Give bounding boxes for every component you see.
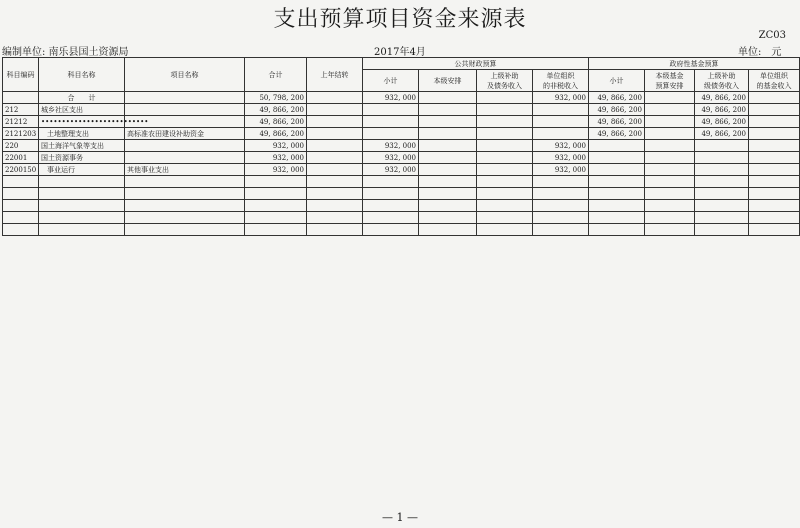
table-row [3,104,800,116]
empty-cell [695,200,749,212]
table-cell [363,128,419,140]
empty-cell [589,200,645,212]
empty-cell [3,224,39,236]
header-public-budget: 公共财政预算 [363,58,589,70]
table-cell: 土地整理支出 [39,128,125,140]
header-pub-subtotal: 小计 [363,70,419,92]
table-row [3,164,800,176]
table-cell [749,152,800,164]
table-row [3,128,800,140]
table-cell: 932, 000 [245,140,307,152]
table-cell: 49, 866, 200 [589,92,645,104]
empty-cell [419,212,477,224]
empty-cell [419,188,477,200]
empty-cell [363,212,419,224]
table-cell [477,140,533,152]
table-cell: 国土海洋气象等支出 [39,140,125,152]
empty-cell [125,176,245,188]
empty-cell [749,176,800,188]
unit-value: 元 [771,47,782,58]
table-cell [125,104,245,116]
table-cell [125,152,245,164]
empty-cell [419,224,477,236]
empty-row [3,200,800,212]
table-cell [307,92,363,104]
table-cell [307,128,363,140]
table-cell: 城乡社区支出 [39,104,125,116]
table-cell [533,116,589,128]
empty-cell [477,200,533,212]
empty-cell [307,224,363,236]
table-cell: 932, 000 [363,152,419,164]
empty-cell [245,224,307,236]
table-cell: 49, 866, 200 [695,104,749,116]
table-cell: 50, 798, 200 [245,92,307,104]
table-cell: 212 [3,104,39,116]
table-cell [645,164,695,176]
header-fund-budget: 政府性基金预算 [589,58,800,70]
table-cell [307,164,363,176]
table-cell [749,140,800,152]
header-pub-level: 本级安排 [419,70,477,92]
empty-cell [589,188,645,200]
empty-cell [477,188,533,200]
table-cell [749,104,800,116]
empty-cell [645,200,695,212]
empty-cell [245,200,307,212]
header-last-year: 上年结转 [307,58,363,92]
empty-cell [589,224,645,236]
empty-cell [39,224,125,236]
empty-cell [307,188,363,200]
table-cell [645,128,695,140]
table-cell: 932, 000 [245,164,307,176]
empty-cell [245,176,307,188]
table-cell [3,92,39,104]
table-cell: 49, 866, 200 [695,128,749,140]
empty-cell [3,212,39,224]
table-cell [645,140,695,152]
table-cell [477,152,533,164]
empty-cell [533,224,589,236]
empty-cell [125,212,245,224]
table-cell: 932, 000 [533,152,589,164]
table-cell: 49, 866, 200 [695,116,749,128]
empty-cell [645,176,695,188]
empty-cell [695,176,749,188]
table-cell: 220 [3,140,39,152]
table-cell [363,104,419,116]
table-cell [749,92,800,104]
empty-cell [39,188,125,200]
empty-cell [39,176,125,188]
table-cell [419,152,477,164]
header-subject-name: 科目名称 [39,58,125,92]
table-cell [307,104,363,116]
empty-cell [533,176,589,188]
empty-cell [419,176,477,188]
table-row [3,152,800,164]
table-cell: •••••••••••••••••••••••••• [39,116,125,128]
table-cell: 49, 866, 200 [695,92,749,104]
table-cell [695,164,749,176]
table-cell [419,140,477,152]
table-cell: 932, 000 [533,92,589,104]
table-cell: 49, 866, 200 [589,116,645,128]
budget-table [2,57,800,236]
empty-cell [245,188,307,200]
empty-cell [307,176,363,188]
table-row [3,140,800,152]
empty-cell [645,212,695,224]
header-fund-subsidy: 上级补助 级债务收入 [695,70,749,92]
table-cell [477,128,533,140]
header-subject-code: 科目编码 [3,58,39,92]
period: 2017年4月 [374,47,426,58]
table-cell [419,128,477,140]
empty-row [3,212,800,224]
table-cell [695,152,749,164]
table-cell: 2121203 [3,128,39,140]
empty-cell [3,200,39,212]
empty-cell [533,200,589,212]
table-cell: 49, 866, 200 [589,104,645,116]
empty-cell [749,224,800,236]
table-cell [533,128,589,140]
table-cell [477,104,533,116]
table-cell [477,116,533,128]
empty-cell [645,224,695,236]
table-cell: 932, 000 [363,164,419,176]
empty-cell [533,212,589,224]
table-cell: 49, 866, 200 [589,128,645,140]
table-cell [419,92,477,104]
header-fund-level: 本级基金 预算安排 [645,70,695,92]
table-cell [307,152,363,164]
header-pub-nontax: 单位组织 的非税收入 [533,70,589,92]
empty-cell [477,176,533,188]
empty-cell [307,212,363,224]
table-cell: 其他事业支出 [125,164,245,176]
empty-cell [477,224,533,236]
table-cell: 合 计 [39,92,125,104]
table-cell [589,152,645,164]
form-code: ZC03 [758,30,786,41]
table-cell [419,164,477,176]
header-total: 合计 [245,58,307,92]
empty-cell [589,176,645,188]
empty-cell [749,212,800,224]
organization: 编制单位: 南乐县国土资源局 [2,47,129,58]
empty-cell [3,188,39,200]
empty-cell [749,188,800,200]
table-cell: 2200150 [3,164,39,176]
table-cell [645,116,695,128]
empty-cell [125,224,245,236]
table-cell: 932, 000 [363,140,419,152]
header-pub-subsidy: 上级补助 及债务收入 [477,70,533,92]
empty-cell [125,188,245,200]
empty-row [3,224,800,236]
table-cell [363,116,419,128]
empty-cell [3,176,39,188]
unit-label: 单位: [738,47,762,58]
table-cell: 932, 000 [363,92,419,104]
empty-cell [363,200,419,212]
empty-cell [125,200,245,212]
table-cell [307,140,363,152]
empty-cell [39,212,125,224]
document-title: 支出预算项目资金来源表 [273,7,527,32]
empty-cell [695,212,749,224]
table-cell: 932, 000 [245,152,307,164]
table-cell [533,104,589,116]
table-cell [695,140,749,152]
table-cell: 49, 866, 200 [245,128,307,140]
table-cell [749,116,800,128]
table-cell [645,104,695,116]
table-cell: 高标准农田建设补助资金 [125,128,245,140]
table-cell: 49, 866, 200 [245,116,307,128]
table-cell [645,92,695,104]
empty-cell [695,224,749,236]
table-cell [307,116,363,128]
table-cell: 932, 000 [533,164,589,176]
table-row [3,92,800,104]
table-cell: 932, 000 [533,140,589,152]
table-cell: 21212 [3,116,39,128]
table-cell [419,116,477,128]
empty-row [3,188,800,200]
table-cell [749,164,800,176]
empty-cell [589,212,645,224]
empty-row [3,176,800,188]
table-cell: 22001 [3,152,39,164]
table-cell [589,164,645,176]
empty-cell [245,212,307,224]
table-row [3,116,800,128]
empty-cell [39,200,125,212]
table-cell: 49, 866, 200 [245,104,307,116]
header-fund-org: 单位组织 的基金收入 [749,70,800,92]
empty-cell [695,188,749,200]
table-cell [477,92,533,104]
empty-cell [363,176,419,188]
table-cell [645,152,695,164]
table-cell: 事业运行 [39,164,125,176]
empty-cell [477,212,533,224]
table-cell: 国土资源事务 [39,152,125,164]
empty-cell [363,188,419,200]
empty-cell [749,200,800,212]
table-cell [477,164,533,176]
empty-cell [307,200,363,212]
header-fund-subtotal: 小计 [589,70,645,92]
page-number: — 1 — [382,511,418,524]
empty-cell [419,200,477,212]
table-cell [125,140,245,152]
empty-cell [363,224,419,236]
table-cell [749,128,800,140]
unit [738,43,781,58]
table-cell [419,104,477,116]
header-project-name: 项目名称 [125,58,245,92]
empty-cell [533,188,589,200]
table-cell [125,92,245,104]
table-cell [589,140,645,152]
empty-cell [645,188,695,200]
